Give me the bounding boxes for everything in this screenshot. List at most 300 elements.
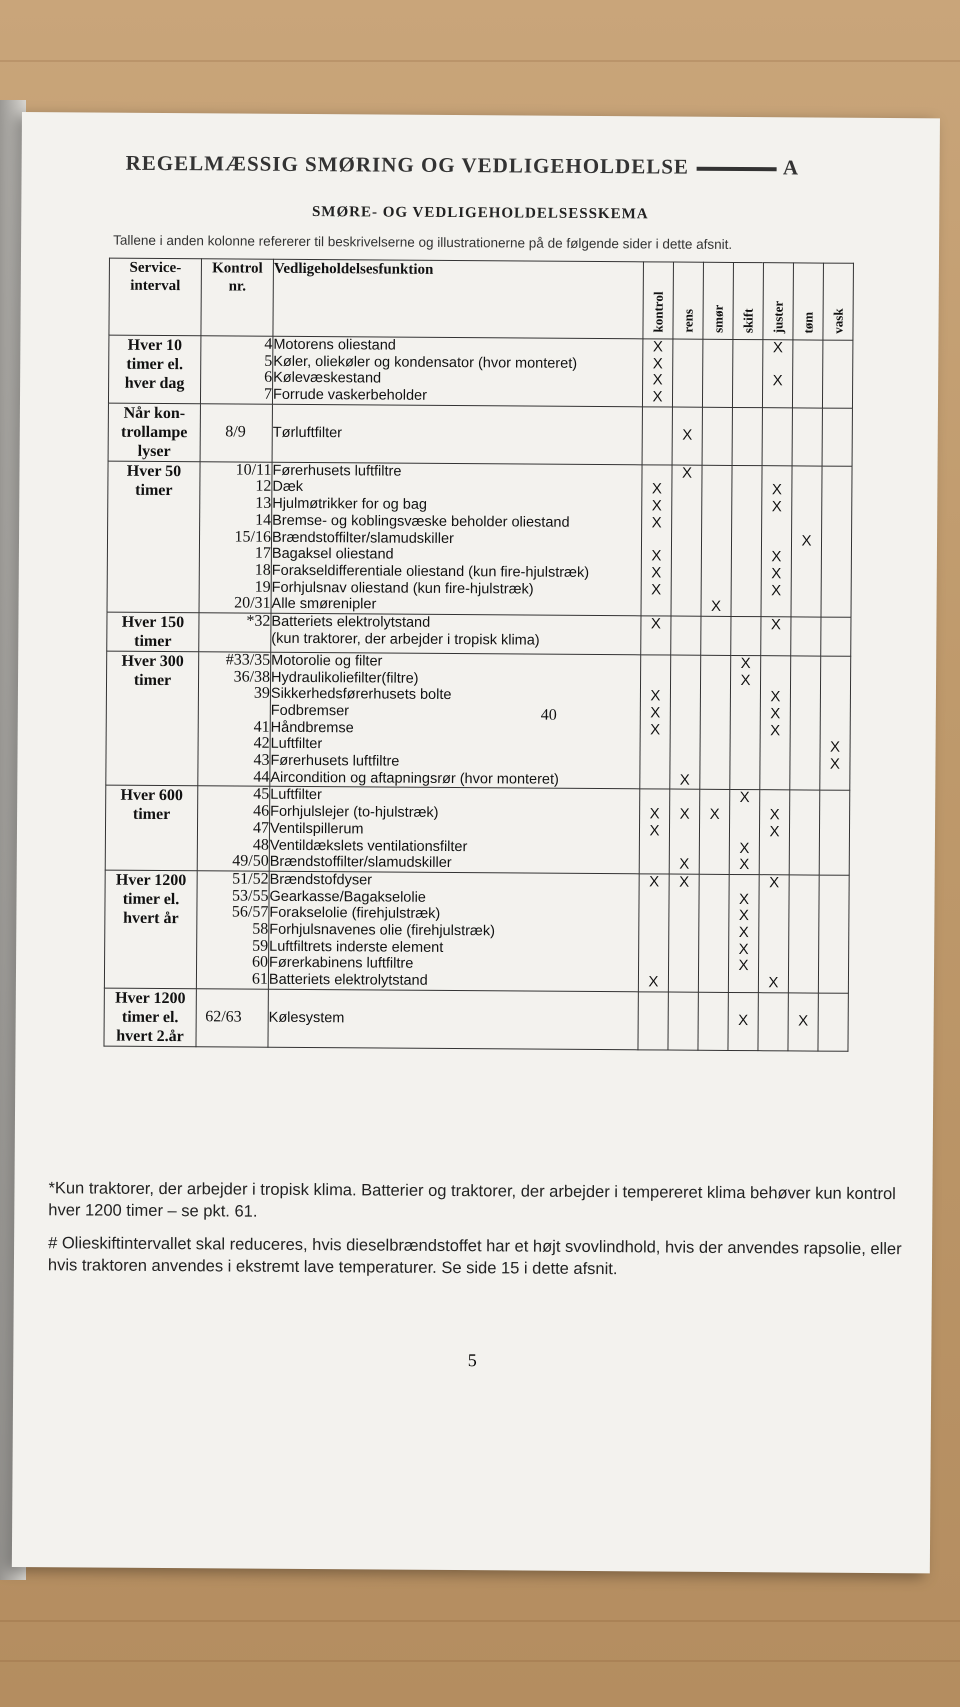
- action-mark: [791, 600, 820, 617]
- interval-cell: Hver 600 timer: [105, 786, 198, 871]
- action-mark: X: [710, 598, 722, 616]
- action-mark: X: [652, 388, 663, 406]
- action-mark: [673, 356, 702, 373]
- action-mark: [731, 634, 760, 651]
- action-mark: [732, 583, 761, 600]
- control-nr: *32: [246, 612, 271, 630]
- action-mark: [822, 466, 851, 483]
- manual-page: [12, 112, 940, 1573]
- action-mark: X: [679, 805, 690, 823]
- action-mark: [670, 756, 699, 773]
- interval-cell: Når kon- trollampe lyser: [108, 403, 200, 462]
- action-mark: X: [649, 822, 660, 840]
- function-cell: [272, 404, 642, 465]
- action-mark: [793, 357, 822, 374]
- function-cell: [270, 652, 641, 789]
- action-mark: X: [652, 355, 663, 373]
- control-nr: 56/57: [231, 903, 269, 921]
- function-text: Håndbremse: [270, 719, 354, 737]
- action-mark-cell: [818, 993, 848, 1051]
- action-mark: [669, 924, 698, 941]
- action-mark: X: [801, 531, 812, 550]
- action-mark-cell: [672, 339, 702, 407]
- action-mark: [821, 634, 850, 651]
- function-text: Gearkasse/Bagakselolie: [269, 888, 426, 906]
- function-text: Dæk: [272, 479, 304, 496]
- action-mark: [820, 791, 849, 808]
- action-mark-cell: [821, 617, 851, 656]
- col-header-action: kontrol: [643, 262, 674, 339]
- action-mark: X: [770, 688, 781, 706]
- control-nr: 41: [253, 718, 270, 736]
- header-section: A: [782, 155, 800, 180]
- action-mark: [761, 740, 790, 757]
- action-mark: [702, 482, 731, 499]
- schedule-group-row: [105, 786, 850, 876]
- table-header-row: [109, 258, 854, 340]
- action-mark-cell: [729, 790, 760, 875]
- action-mark: [733, 390, 762, 407]
- action-mark: [672, 549, 701, 566]
- action-mark: X: [651, 547, 662, 565]
- action-mark: X: [679, 873, 690, 891]
- action-mark: [670, 840, 699, 857]
- action-mark: [819, 1013, 848, 1030]
- action-mark: [821, 707, 850, 724]
- header-title: REGELMÆSSIG SMØRING OG VEDLIGEHOLDELSE: [125, 150, 690, 179]
- action-mark: [791, 706, 820, 723]
- action-mark: [733, 340, 762, 357]
- action-mark: X: [651, 480, 662, 498]
- action-mark: [639, 908, 668, 925]
- action-mark: [700, 840, 729, 857]
- action-mark: X: [771, 498, 782, 516]
- action-mark: X: [651, 514, 662, 532]
- action-mark-cell: [642, 407, 672, 465]
- action-mark: [790, 841, 819, 858]
- col-header-action: rens: [673, 262, 704, 339]
- action-mark: [699, 891, 728, 908]
- control-nr: 14: [255, 511, 272, 529]
- action-mark: [791, 617, 820, 634]
- action-mark-cell: [671, 465, 702, 616]
- control-nr: 42: [253, 735, 270, 753]
- action-mark: [730, 807, 759, 824]
- function-text: Bagaksel oliestand: [271, 545, 394, 563]
- control-nr: 61: [251, 970, 269, 988]
- page-number: 5: [467, 1350, 477, 1371]
- action-mark-cell: [671, 616, 701, 655]
- interval-cell: Hver 10 timer el. hver dag: [108, 335, 200, 403]
- action-mark: [732, 516, 761, 533]
- function-text: Motorens oliestand: [273, 336, 396, 354]
- action-mark: [670, 823, 699, 840]
- action-mark: [792, 583, 821, 600]
- action-mark: [792, 466, 821, 483]
- action-mark: [763, 428, 792, 445]
- action-mark-cell: [701, 616, 731, 655]
- action-mark-cell: [728, 874, 759, 992]
- action-mark-cell: [791, 466, 822, 617]
- action-mark: [671, 655, 700, 672]
- action-mark: [821, 723, 850, 740]
- function-text: Forakselolie (firehjulstræk): [269, 904, 441, 923]
- action-mark: X: [739, 839, 750, 857]
- action-mark: [789, 909, 818, 926]
- control-nr: 4: [264, 335, 273, 353]
- action-mark: [821, 618, 850, 635]
- action-mark: [821, 657, 850, 674]
- schedule-group-row: [107, 612, 851, 656]
- control-nr: 48: [252, 836, 269, 854]
- action-mark: [640, 755, 669, 772]
- action-mark: X: [650, 687, 661, 705]
- action-mark: [731, 706, 760, 723]
- action-mark: [700, 773, 729, 790]
- col-header-action: juster: [763, 263, 794, 340]
- action-mark: [822, 483, 851, 500]
- action-mark-cell: [668, 992, 698, 1050]
- action-mark: [821, 690, 850, 707]
- action-mark-cell: [762, 340, 792, 408]
- action-mark: [822, 583, 851, 600]
- action-mark: [730, 756, 759, 773]
- action-mark-cell: [640, 655, 671, 790]
- action-mark: X: [740, 671, 751, 689]
- action-mark: [732, 532, 761, 549]
- action-mark-cell: [761, 465, 792, 616]
- action-mark: [790, 791, 819, 808]
- action-mark: [792, 500, 821, 517]
- action-mark: [700, 790, 729, 807]
- action-mark: [673, 390, 702, 407]
- action-mark: [702, 466, 731, 483]
- control-nr: 45: [253, 786, 270, 804]
- action-mark: [730, 875, 759, 892]
- action-mark: [732, 466, 761, 483]
- action-mark: X: [738, 907, 749, 925]
- action-mark: [820, 824, 849, 841]
- control-nr: 47: [252, 819, 270, 837]
- action-mark: X: [709, 805, 720, 824]
- interval-cell: Hver 1200 timer el. hvert år: [104, 870, 197, 988]
- action-mark: X: [771, 548, 782, 566]
- action-mark-cell: [731, 465, 762, 616]
- action-mark: [732, 499, 761, 516]
- action-mark-cell: [788, 993, 818, 1051]
- action-mark: [672, 515, 701, 532]
- col-header-action: tøm: [793, 263, 824, 340]
- schedule-subtitle: SMØRE- OG VEDLIGEHOLDELSESSKEMA: [311, 204, 649, 223]
- control-nr-inline: 40: [540, 706, 557, 724]
- action-mark: [760, 773, 789, 790]
- action-mark: [699, 1013, 728, 1030]
- action-mark: [823, 374, 852, 391]
- action-mark: X: [772, 372, 783, 390]
- action-mark-cell: [698, 874, 729, 992]
- action-mark: X: [769, 874, 780, 892]
- action-mark: [733, 373, 762, 390]
- action-mark: X: [649, 805, 660, 823]
- action-mark-cell: [821, 466, 852, 617]
- action-mark: X: [770, 721, 781, 739]
- function-text: Køler, oliekøler og kondensator (hvor monteret): [273, 353, 578, 372]
- function-text: Førerhusets luftfiltre: [270, 752, 400, 770]
- control-nr-cell: [199, 613, 271, 653]
- action-mark: [701, 656, 730, 673]
- action-mark: X: [769, 806, 780, 824]
- action-mark: X: [738, 923, 749, 942]
- function-text: Hydraulikoliefilter(filtre): [271, 669, 419, 687]
- action-mark-cell: [670, 655, 701, 790]
- action-mark: [789, 892, 818, 909]
- function-text: Hjulmøtrikker for og bag: [272, 495, 428, 513]
- action-mark-cell: [792, 408, 822, 466]
- action-mark-cell: [819, 791, 850, 876]
- action-mark: [819, 959, 848, 976]
- action-mark-cell: [642, 339, 672, 407]
- action-mark: [823, 391, 852, 408]
- action-mark: [640, 857, 669, 874]
- action-mark: [700, 857, 729, 874]
- action-mark: [819, 909, 848, 926]
- action-mark: [789, 959, 818, 976]
- action-mark: [819, 926, 848, 943]
- action-mark: [730, 824, 759, 841]
- action-mark: [822, 566, 851, 583]
- action-mark: [790, 858, 819, 875]
- action-mark-cell: [702, 407, 732, 465]
- action-mark: [731, 723, 760, 740]
- action-mark: X: [772, 339, 783, 357]
- action-mark: [703, 428, 732, 445]
- action-mark: X: [768, 974, 779, 992]
- action-mark: [671, 689, 700, 706]
- action-mark: [790, 808, 819, 825]
- action-mark-cell: [792, 340, 822, 408]
- function-text: Luftfilter: [270, 787, 322, 804]
- action-mark-cell: [822, 340, 852, 408]
- action-mark: [701, 739, 730, 756]
- action-mark: [641, 672, 670, 689]
- control-nr: 58: [252, 920, 269, 938]
- action-mark: [669, 975, 698, 992]
- action-mark: [671, 672, 700, 689]
- action-mark: X: [649, 873, 660, 891]
- action-mark-cell: [731, 616, 761, 655]
- action-mark: X: [651, 580, 662, 599]
- footnote-hash: # Olieskiftintervallet skal reduceres, hvis dieselbrændstoffet har et højt svovlindhold, hvis der anvendes rapsolie, eller hvis traktoren anvendes i ekstremt lave temperaturer. Se side 15 i dette afsnit.: [47, 1234, 902, 1279]
- action-mark: [791, 723, 820, 740]
- action-mark: [702, 566, 731, 583]
- action-mark: [701, 722, 730, 739]
- col-header-action: smør: [703, 262, 734, 339]
- control-nr: 12: [255, 478, 272, 496]
- action-mark: [699, 925, 728, 942]
- control-nr: 49/50: [232, 852, 269, 870]
- action-mark: [672, 599, 701, 616]
- action-mark: X: [650, 704, 661, 722]
- action-mark: [789, 975, 818, 992]
- action-mark: [822, 500, 851, 517]
- schedule-group-row: [104, 988, 848, 1051]
- action-mark: [643, 427, 672, 444]
- action-mark: [790, 773, 819, 790]
- function-cell: [272, 336, 642, 406]
- action-mark: [703, 373, 732, 390]
- interval-cell: Hver 50 timer: [107, 461, 200, 613]
- control-nr: [199, 630, 270, 647]
- action-mark: [792, 566, 821, 583]
- action-mark: [703, 390, 732, 407]
- action-mark: [759, 925, 788, 942]
- action-mark: [820, 808, 849, 825]
- action-mark: [760, 756, 789, 773]
- control-nr: 18: [254, 561, 271, 579]
- action-mark: [703, 356, 732, 373]
- action-mark: [672, 582, 701, 599]
- action-mark: [672, 565, 701, 582]
- action-mark: [670, 790, 699, 807]
- action-mark: [702, 499, 731, 516]
- control-nr: 53/55: [232, 887, 269, 905]
- action-mark: [671, 722, 700, 739]
- action-mark: [791, 656, 820, 673]
- action-mark: X: [830, 739, 841, 757]
- action-mark: [763, 390, 792, 407]
- action-mark: [759, 892, 788, 909]
- action-mark: [762, 516, 791, 533]
- control-nr: 15/16: [234, 527, 272, 546]
- function-cell: [271, 613, 641, 655]
- control-nr-cell: [196, 871, 269, 989]
- action-mark: [639, 924, 668, 941]
- action-mark-cell: [758, 875, 789, 993]
- action-mark: [792, 516, 821, 533]
- action-mark: [820, 773, 849, 790]
- function-text: Forakseldifferentiale oliestand (kun fire-hjulstræk): [271, 562, 590, 581]
- action-mark: [821, 673, 850, 690]
- action-mark: [792, 483, 821, 500]
- action-mark-cell: [638, 992, 668, 1050]
- control-nr: 62/63: [205, 1008, 242, 1026]
- function-text: Alle smørenipler: [271, 596, 377, 613]
- function-text: Tørluftfilter: [272, 424, 343, 442]
- action-mark-cell: [818, 875, 849, 993]
- maintenance-schedule-table: [103, 258, 853, 1052]
- action-mark: [702, 516, 731, 533]
- action-mark: X: [739, 856, 750, 874]
- control-nr: 46: [253, 802, 270, 820]
- control-nr-cell: [198, 652, 271, 787]
- action-mark-cell: [791, 617, 821, 656]
- action-mark: [760, 791, 789, 808]
- interval-cell: Hver 150 timer: [107, 612, 199, 652]
- function-text: Førerhusets luftfiltre: [272, 462, 402, 480]
- action-mark-cell: [641, 616, 671, 655]
- action-mark: [699, 975, 728, 992]
- control-nr-cell: [196, 988, 268, 1047]
- col-header-action: skift: [733, 262, 764, 339]
- action-mark: [762, 533, 791, 550]
- action-mark-cell: [790, 656, 821, 791]
- action-mark: [673, 340, 702, 357]
- function-text: Forhjulsnavenes olie (firehjulstræk): [269, 921, 496, 940]
- control-nr: 60: [252, 953, 269, 972]
- action-mark: [759, 908, 788, 925]
- control-nr: 19: [254, 578, 271, 596]
- action-mark: X: [652, 338, 663, 356]
- action-mark-cell: [732, 339, 762, 407]
- col-header-nr: Kontrol nr.: [201, 259, 274, 337]
- function-text: Forrude vaskerbeholder: [272, 386, 428, 404]
- action-mark: [820, 841, 849, 858]
- function-text: Ventilspillerum: [269, 820, 364, 838]
- function-text: Batteriets elektrolytstand: [271, 613, 431, 631]
- control-nr: 39: [253, 684, 271, 703]
- action-mark: [760, 841, 789, 858]
- action-mark: [672, 532, 701, 549]
- action-mark: [789, 942, 818, 959]
- action-mark: [701, 617, 730, 634]
- action-mark: X: [771, 581, 782, 599]
- action-mark: X: [679, 855, 690, 873]
- action-mark: X: [739, 789, 750, 807]
- action-mark: [820, 858, 849, 875]
- footnote-star: *Kun traktorer, der arbejder i tropisk klima. Batterier og traktorer, der arbejder i tempereret klima behøver kun kontrol hver 1200 timer – se pkt. 61.: [48, 1179, 896, 1221]
- action-mark: [790, 875, 819, 892]
- action-mark: [763, 357, 792, 374]
- control-nr: 8/9: [225, 423, 246, 441]
- function-text: Luftfilter: [270, 736, 323, 753]
- function-text: Forhjulsnav oliestand (kun fire-hjulstræk): [271, 579, 534, 598]
- control-nr: 7: [263, 385, 273, 403]
- control-nr: 51/52: [232, 870, 269, 888]
- action-mark: X: [651, 497, 662, 515]
- action-mark: [761, 656, 790, 673]
- action-mark: [699, 941, 728, 958]
- action-mark-cell: [788, 875, 819, 993]
- action-mark: [731, 617, 760, 634]
- action-mark: [669, 891, 698, 908]
- function-text: Forhjulslejer (to-hjulstræk): [270, 803, 439, 822]
- col-header-action: vask: [823, 263, 854, 340]
- action-mark: [669, 1012, 698, 1029]
- action-mark: [792, 550, 821, 567]
- function-text: Sikkerhedsførerhusets bolte: [270, 686, 452, 704]
- action-mark: [732, 549, 761, 566]
- action-mark: X: [738, 1011, 749, 1029]
- action-mark: [761, 673, 790, 690]
- action-mark: [702, 582, 731, 599]
- action-mark: [673, 373, 702, 390]
- action-mark: [791, 634, 820, 651]
- action-mark: X: [738, 957, 749, 975]
- action-mark: [791, 740, 820, 757]
- control-nr: 13: [255, 494, 272, 512]
- action-mark: [793, 374, 822, 391]
- action-mark: [700, 824, 729, 841]
- function-text: Brændstoffilter/slamudskiller: [269, 853, 452, 872]
- action-mark: [822, 516, 851, 533]
- action-mark: [793, 390, 822, 407]
- action-mark: [671, 739, 700, 756]
- action-mark: [640, 840, 669, 857]
- function-text: Luftfiltrets inderste element: [269, 938, 444, 956]
- action-mark: X: [771, 481, 782, 499]
- action-mark: [820, 875, 849, 892]
- schedule-group-row: [108, 403, 852, 466]
